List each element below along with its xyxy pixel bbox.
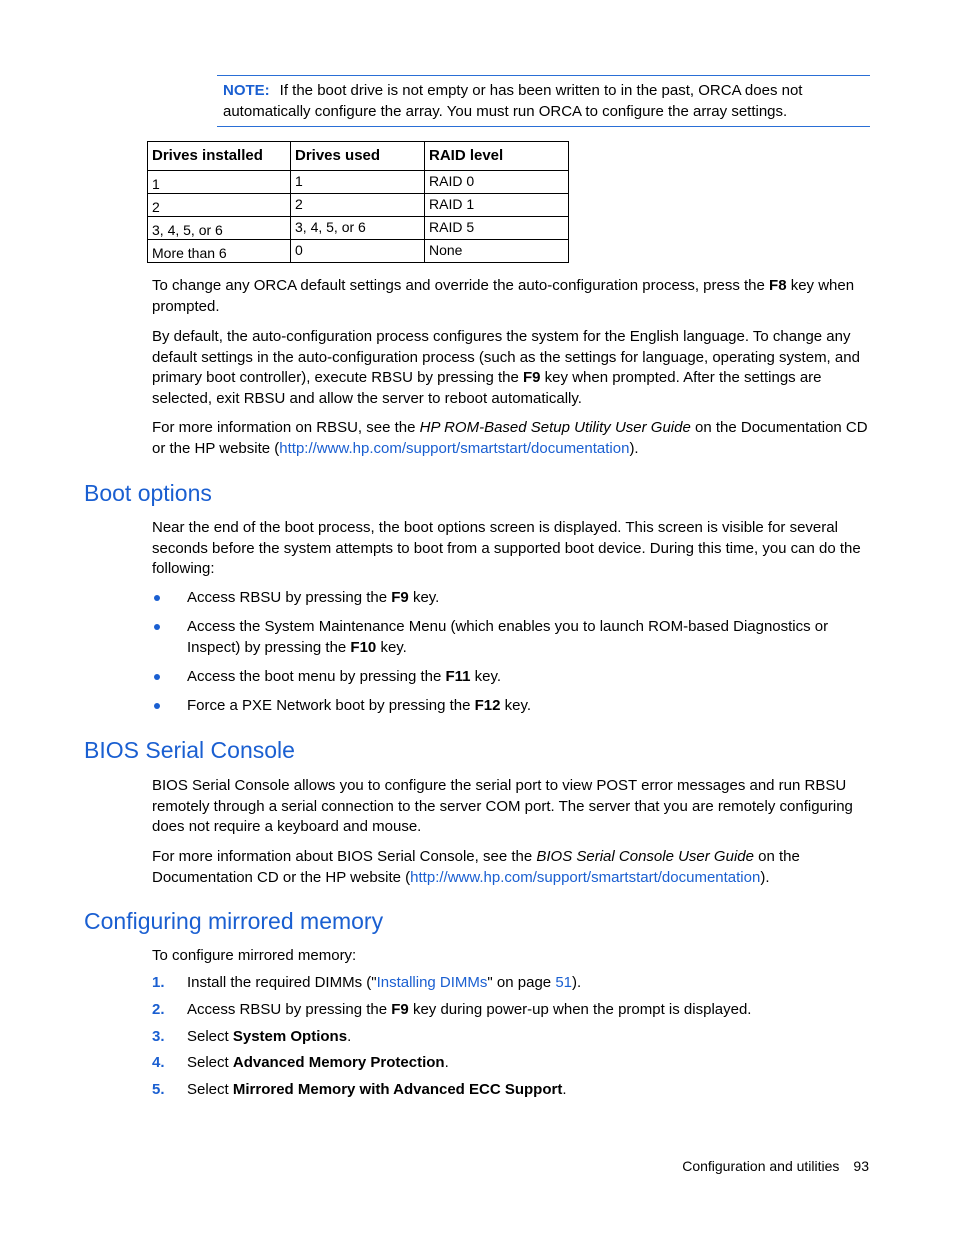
- paragraph-bios-serial-intro: BIOS Serial Console allows you to configure the serial port to view POST error messages and run RBSU remotely through a serial connection to the server COM port. The server that you are remotely configuring does not require a keyboard and mouse.: [152, 777, 853, 835]
- key-f8: F8: [769, 277, 787, 294]
- paragraph-rbsu-info: [152, 418, 872, 459]
- page-number: 93: [853, 1158, 869, 1174]
- text: To change any ORCA default settings and override the auto-configuration process, press the: [152, 277, 770, 294]
- step-number: 1.: [152, 974, 165, 991]
- list-item: [152, 1053, 872, 1074]
- text: Force a PXE Network boot by pressing the: [187, 697, 475, 714]
- step-number: 2.: [152, 1001, 165, 1018]
- text: For more information about BIOS Serial Console, see the: [152, 848, 537, 865]
- text: Access RBSU by pressing the: [187, 589, 392, 606]
- bullet-icon: [154, 595, 160, 601]
- table-row: [148, 240, 569, 263]
- heading-boot-options: Boot options: [84, 480, 212, 506]
- documentation-link[interactable]: http://www.hp.com/support/smartstart/documentation: [410, 868, 761, 886]
- note-text: If the boot drive is not empty or has been written to in the past, ORCA does not automatically configure the array. You must run ORCA to configure the array settings.: [223, 82, 803, 120]
- key-f9: F9: [391, 1001, 409, 1018]
- heading-configuring-mirrored-memory: Configuring mirrored memory: [84, 908, 384, 934]
- step-number: 5.: [152, 1081, 165, 1098]
- table-cell: 0: [291, 240, 425, 263]
- table-cell: None: [425, 240, 569, 263]
- installing-dimms-link[interactable]: Installing DIMMs: [376, 974, 488, 991]
- text: Select: [187, 1054, 233, 1071]
- text: key during power-up when the prompt is displayed.: [408, 1001, 752, 1018]
- paragraph-change-settings: [152, 276, 872, 317]
- text: key when prompted. After the settings are selected, exit RBSU and allow the server to reboot automatically.: [152, 369, 822, 407]
- table-cell: More than 6: [148, 240, 291, 263]
- bullet-icon: [154, 703, 160, 709]
- table-cell: RAID 5: [425, 217, 569, 240]
- list-item: [152, 973, 872, 994]
- key-f9: F9: [523, 369, 541, 386]
- list-item: [152, 696, 872, 717]
- list-item: [152, 588, 872, 609]
- table-header-row: [148, 142, 569, 171]
- text: Install the required DIMMs (": [187, 974, 377, 991]
- text: key.: [376, 638, 407, 656]
- text: .: [347, 1028, 352, 1045]
- bullet-icon: [154, 624, 160, 630]
- list-item: [152, 1080, 872, 1101]
- text: on the Documentation CD or the HP website (: [152, 419, 868, 457]
- text: on the Documentation CD or the HP website (: [152, 848, 800, 886]
- list-item: [152, 667, 872, 688]
- documentation-link[interactable]: http://www.hp.com/support/smartstart/documentation: [279, 439, 630, 457]
- table-cell: 2: [148, 194, 291, 217]
- text: Access RBSU by pressing the: [187, 1001, 392, 1018]
- text: key.: [470, 668, 502, 685]
- text: .: [444, 1054, 449, 1071]
- table-cell: 1: [291, 171, 425, 194]
- list-item: [152, 1000, 872, 1021]
- page-link[interactable]: 51: [555, 974, 572, 991]
- text: Select: [187, 1028, 233, 1045]
- text: Select: [187, 1081, 233, 1098]
- table-row: [148, 217, 569, 240]
- key-f12: F12: [474, 697, 501, 714]
- table-cell: 1: [148, 171, 291, 194]
- text: key when prompted.: [152, 277, 855, 315]
- key-f11: F11: [445, 668, 471, 685]
- note-label: NOTE:: [223, 82, 270, 99]
- step-number: 3.: [152, 1028, 165, 1045]
- text: .: [562, 1081, 567, 1098]
- text: By default, the auto-configuration process configures the system for the English language. To change any default settings in the auto-configuration process (such as the settings for language, operating system, and primary boot controller), execute RBSU by pressing the: [152, 328, 860, 386]
- table-cell: 3, 4, 5, or 6: [291, 217, 425, 240]
- table-cell: RAID 0: [425, 171, 569, 194]
- menu-option: Mirrored Memory with Advanced ECC Support: [232, 1081, 563, 1098]
- col-header-raid-level: RAID level: [425, 142, 569, 171]
- footer-section: Configuration and utilities: [682, 1158, 840, 1174]
- table-row: [148, 171, 569, 194]
- guide-title: BIOS Serial Console User Guide: [536, 848, 754, 865]
- paragraph-bios-serial-info: [152, 847, 872, 888]
- table-cell: 3, 4, 5, or 6: [148, 217, 291, 240]
- menu-option: Advanced Memory Protection: [232, 1054, 445, 1071]
- page-footer: [682, 1158, 869, 1174]
- table-row: [148, 194, 569, 217]
- text: Access the System Maintenance Menu (which enables you to launch ROM-based Diagnostics or Inspect) by pressing the: [187, 618, 829, 656]
- key-f10: F10: [350, 638, 377, 656]
- text: " on page: [487, 974, 556, 991]
- list-item: [152, 1027, 872, 1048]
- note-box: [217, 75, 870, 127]
- text: key.: [408, 589, 440, 606]
- col-header-drives-used: Drives used: [291, 142, 425, 171]
- paragraph-mirrored-intro: To configure mirrored memory:: [152, 947, 357, 964]
- list-item: [152, 617, 872, 658]
- text: ).: [760, 868, 770, 886]
- paragraph-boot-intro: Near the end of the boot process, the boot options screen is displayed. This screen is visible for several seconds before the system attempts to boot from a supported boot device. During this time, you can do the following:: [152, 519, 861, 577]
- text: ).: [572, 974, 582, 991]
- text: ).: [629, 439, 639, 457]
- table-cell: 2: [291, 194, 425, 217]
- col-header-drives-installed: Drives installed: [148, 142, 291, 171]
- menu-option: System Options: [232, 1028, 348, 1045]
- raid-level-table: [147, 141, 569, 263]
- key-f9: F9: [391, 589, 409, 606]
- step-number: 4.: [152, 1054, 165, 1071]
- text: key.: [500, 697, 532, 714]
- table-cell: RAID 1: [425, 194, 569, 217]
- heading-bios-serial-console: BIOS Serial Console: [84, 737, 295, 763]
- paragraph-default-config: [152, 327, 872, 409]
- guide-title: HP ROM-Based Setup Utility User Guide: [419, 419, 691, 436]
- text: Access the boot menu by pressing the: [187, 668, 446, 685]
- bullet-icon: [154, 674, 160, 680]
- text: For more information on RBSU, see the: [152, 419, 420, 436]
